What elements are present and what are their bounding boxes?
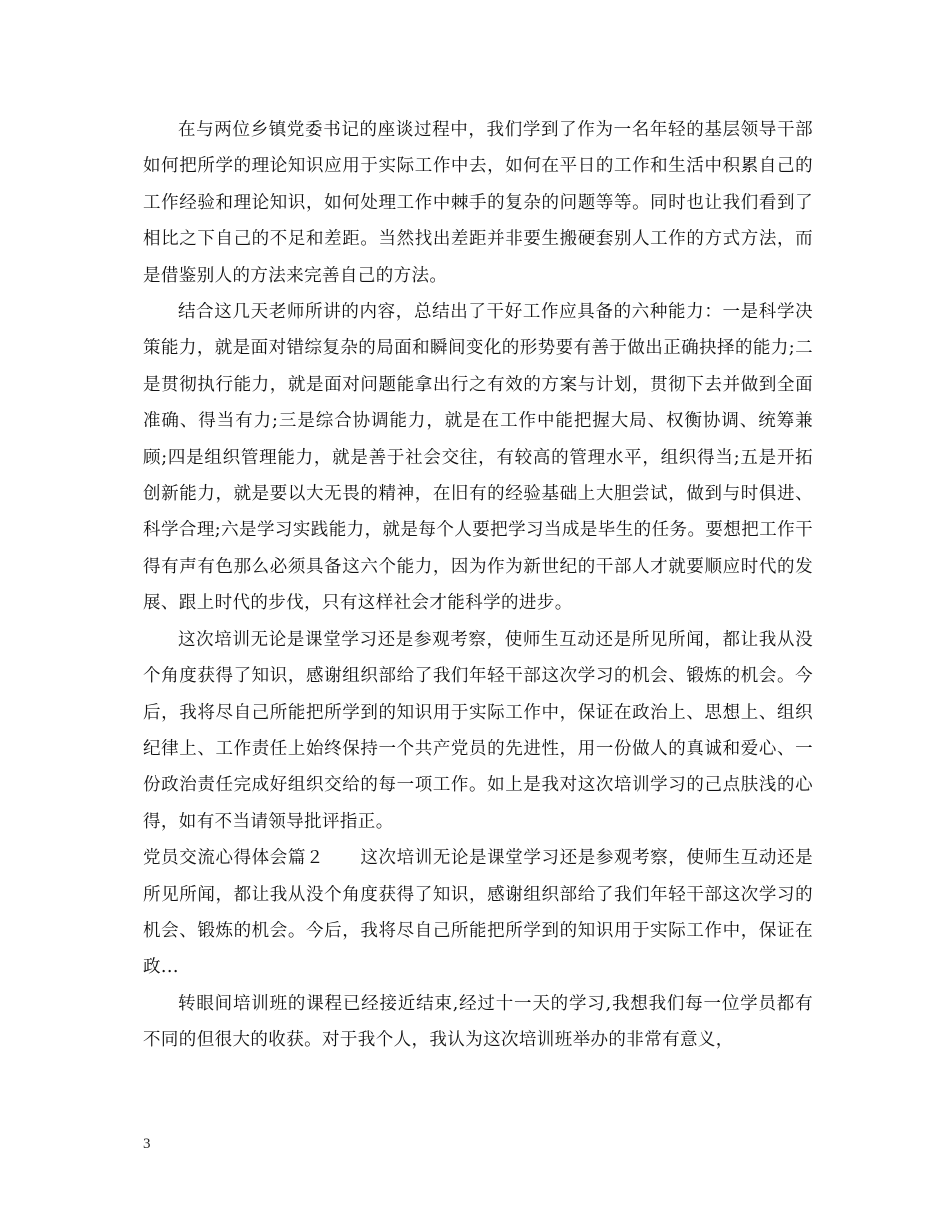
page-number: 3 xyxy=(143,1136,151,1152)
paragraph-training-summary: 这次培训无论是课堂学习还是参观考察，使师生互动还是所见所闻，都让我从没个角度获得了知识，感谢组织部给了我们年轻干部这次学习的机会、锻炼的机会。今后，我将尽自己所能把所学到的知识用于实际工作中，保证在政治上、思想上、组织纪律上、工作责任上始终保持一个共产党员的先进性，用一份做人的真诚和爱心、一份政治责任完成好组织交给的每一项工作。如上是我对这次培训学习的己点肤浅的心得，如有不当请领导批评指正。 xyxy=(143,629,813,832)
paragraph-article-2-excerpt: 党员交流心得体会篇２ 这次培训无论是课堂学习还是参观考察，使师生互动还是所见所闻，都让我从没个角度获得了知识，感谢组织部给了我们年轻干部这次学习的机会、锻炼的机会。今后，我将尽自己所能把所学到的知识用于实际工作中，保证在政... xyxy=(143,848,813,978)
paragraph-six-abilities: 结合这几天老师所讲的内容，总结出了干好工作应具备的六种能力：一是科学决策能力，就是面对错综复杂的局面和瞬间变化的形势要有善于做出正确抉择的能力;二是贯彻执行能力，就是面对问题能拿出行之有效的方案与计划，贯彻下去并做到全面准确、得当有力;三是综合协调能力，就是在工作中能把握大局、权衡协调、统筹兼顾;四是组织管理能力，就是善于社会交往，有较高的管理水平，组织得当;五是开拓创新能力，就是要以大无畏的精神，在旧有的经验基础上大胆尝试，做到与时俱进、科学合理;六是学习实践能力，就是每个人要把学习当成是毕生的任务。要想把工作干得有声有色那么必须具备这六个能力，因为作为新世纪的干部人才就要顺应时代的发展、跟上时代的步伐，只有这样社会才能科学的进步。 xyxy=(143,302,813,614)
paragraph-course-ending: 转眼间培训班的课程已经接近结束,经过十一天的学习,我想我们每一位学员都有不同的但很大的收获。对于我个人，我认为这次培训班举办的非常有意义， xyxy=(143,993,813,1051)
document-body xyxy=(143,112,813,1059)
paragraph-township-discussion: 在与两位乡镇党委书记的座谈过程中，我们学到了作为一名年轻的基层领导干部如何把所学的理论知识应用于实际工作中去，如何在平日的工作和生活中积累自己的工作经验和理论知识，如何处理工作中棘手的复杂的问题等等。同时也让我们看到了相比之下自己的不足和差距。当然找出差距并非要生搬硬套别人工作的方式方法，而是借鉴别人的方法来完善自己的方法。 xyxy=(143,120,813,286)
